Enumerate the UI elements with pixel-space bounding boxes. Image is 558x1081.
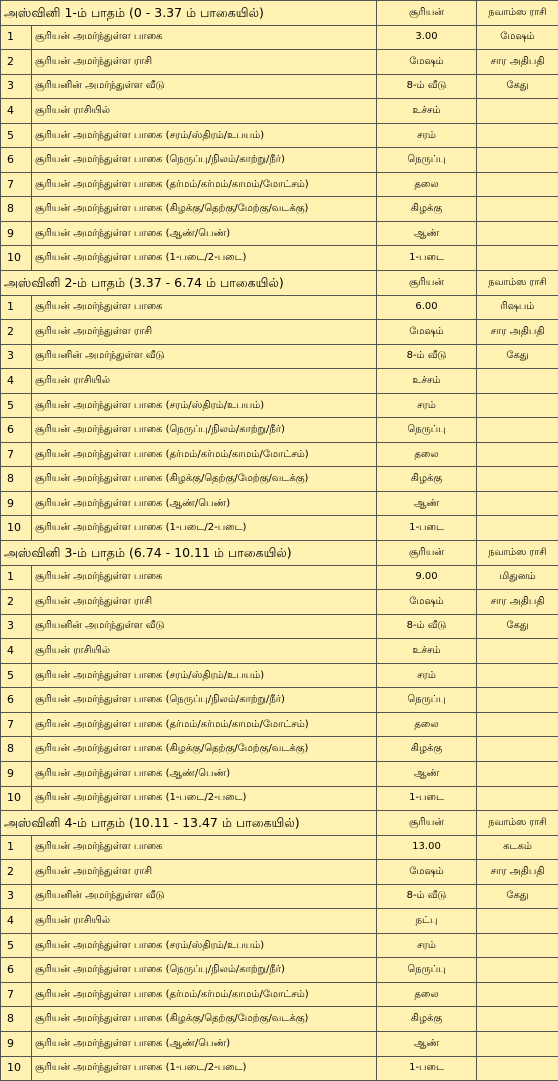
row-number: 7 [1, 172, 32, 197]
pada-table-body [1, 1, 558, 1081]
row-extra [477, 712, 558, 737]
row-extra [477, 688, 558, 713]
row-value: ஆண் [377, 221, 477, 246]
row-extra [477, 786, 558, 811]
row-extra [477, 663, 558, 688]
table-row [1, 884, 558, 909]
row-value: சரம் [377, 663, 477, 688]
section-header-row [1, 811, 558, 836]
row-number: 6 [1, 958, 32, 983]
row-number: 10 [1, 516, 32, 541]
row-value: கிழக்கு [377, 467, 477, 492]
section-title: அஸ்வினி 3-ம் பாதம் (6.74 - 10.11 ம் பாகையில்) [1, 541, 377, 566]
row-number: 2 [1, 50, 32, 75]
row-number: 2 [1, 590, 32, 615]
row-label: சூரியன் அமர்ந்துள்ள பாகை (1-படை/2-படை) [32, 516, 377, 541]
table-row [1, 688, 558, 713]
row-number: 6 [1, 418, 32, 443]
row-extra [477, 737, 558, 762]
row-extra [477, 982, 558, 1007]
row-extra [477, 246, 558, 271]
row-label: சூரியன் அமர்ந்துள்ள பாகை (1-படை/2-படை) [32, 246, 377, 271]
row-value: உச்சம் [377, 99, 477, 124]
table-row [1, 639, 558, 664]
table-row [1, 663, 558, 688]
row-value: தலை [377, 982, 477, 1007]
row-extra: சார அதிபதி [477, 860, 558, 885]
row-label: சூரியன் அமர்ந்துள்ள பாகை (நெருப்பு/நிலம்/காற்று/நீர்) [32, 688, 377, 713]
row-number: 8 [1, 197, 32, 222]
row-extra [477, 221, 558, 246]
table-row [1, 982, 558, 1007]
row-label: சூரியனின் அமர்ந்துள்ள வீடு [32, 74, 377, 99]
table-row [1, 99, 558, 124]
row-label: சூரியனின் அமர்ந்துள்ள வீடு [32, 344, 377, 369]
row-extra [477, 467, 558, 492]
row-value: உச்சம் [377, 639, 477, 664]
table-row [1, 74, 558, 99]
row-extra [477, 761, 558, 786]
row-number: 10 [1, 246, 32, 271]
row-value: 8-ம் வீடு [377, 74, 477, 99]
section-col3-header: சூரியன் [377, 811, 477, 836]
row-extra [477, 909, 558, 934]
row-number: 6 [1, 688, 32, 713]
table-row [1, 320, 558, 345]
section-header-row [1, 541, 558, 566]
row-label: சூரியன் ராசியில் [32, 99, 377, 124]
row-number: 5 [1, 663, 32, 688]
row-number: 4 [1, 369, 32, 394]
section-col3-header: சூரியன் [377, 1, 477, 26]
row-number: 8 [1, 467, 32, 492]
row-number: 7 [1, 712, 32, 737]
row-value: மேஷம் [377, 320, 477, 345]
table-row [1, 1031, 558, 1056]
section-col4-header: நவாம்ஸ ராசி [477, 1, 558, 26]
row-value: நெருப்பு [377, 688, 477, 713]
row-label: சூரியன் அமர்ந்துள்ள ராசி [32, 50, 377, 75]
row-value: நெருப்பு [377, 418, 477, 443]
row-label: சூரியன் அமர்ந்துள்ள பாகை (ஆண்/பெண்) [32, 1031, 377, 1056]
table-row [1, 614, 558, 639]
section-col3-header: சூரியன் [377, 541, 477, 566]
table-row [1, 418, 558, 443]
row-extra: சார அதிபதி [477, 590, 558, 615]
row-label: சூரியனின் அமர்ந்துள்ள வீடு [32, 614, 377, 639]
row-extra [477, 639, 558, 664]
row-label: சூரியன் ராசியில் [32, 639, 377, 664]
row-extra: கேது [477, 614, 558, 639]
row-extra [477, 123, 558, 148]
section-col4-header: நவாம்ஸ ராசி [477, 271, 558, 296]
row-value: தலை [377, 442, 477, 467]
row-label: சூரியன் அமர்ந்துள்ள பாகை (1-படை/2-படை) [32, 1056, 377, 1081]
table-row [1, 344, 558, 369]
row-extra: சார அதிபதி [477, 50, 558, 75]
row-extra: ரிஷபம் [477, 295, 558, 320]
table-row [1, 933, 558, 958]
row-number: 1 [1, 565, 32, 590]
row-label: சூரியன் அமர்ந்துள்ள பாகை (சரம்/ஸ்திரம்/உபயம்) [32, 933, 377, 958]
row-number: 8 [1, 737, 32, 762]
table-row [1, 1007, 558, 1032]
table-row [1, 737, 558, 762]
table-row [1, 172, 558, 197]
row-number: 5 [1, 393, 32, 418]
row-number: 3 [1, 74, 32, 99]
section-col4-header: நவாம்ஸ ராசி [477, 811, 558, 836]
table-row [1, 295, 558, 320]
row-number: 5 [1, 123, 32, 148]
row-value: 1-படை [377, 246, 477, 271]
row-extra: கேது [477, 884, 558, 909]
section-header-row [1, 1, 558, 26]
row-number: 9 [1, 491, 32, 516]
row-label: சூரியன் அமர்ந்துள்ள பாகை (கிழக்கு/தெற்கு/மேற்கு/வடக்கு) [32, 197, 377, 222]
table-row [1, 123, 558, 148]
row-number: 5 [1, 933, 32, 958]
row-number: 7 [1, 442, 32, 467]
row-extra [477, 958, 558, 983]
section-header-row [1, 271, 558, 296]
row-value: கிழக்கு [377, 737, 477, 762]
row-value: மேஷம் [377, 590, 477, 615]
table-row [1, 565, 558, 590]
row-number: 4 [1, 639, 32, 664]
row-value: 8-ம் வீடு [377, 884, 477, 909]
row-value: நெருப்பு [377, 148, 477, 173]
row-extra [477, 418, 558, 443]
row-value: உச்சம் [377, 369, 477, 394]
table-row [1, 835, 558, 860]
row-value: ஆண் [377, 1031, 477, 1056]
row-extra: சார அதிபதி [477, 320, 558, 345]
table-row [1, 761, 558, 786]
row-number: 4 [1, 99, 32, 124]
row-label: சூரியன் அமர்ந்துள்ள பாகை (ஆண்/பெண்) [32, 761, 377, 786]
row-label: சூரியன் அமர்ந்துள்ள ராசி [32, 590, 377, 615]
row-value: 1-படை [377, 1056, 477, 1081]
row-value: சரம் [377, 933, 477, 958]
row-extra [477, 933, 558, 958]
table-row [1, 1056, 558, 1081]
row-label: சூரியன் அமர்ந்துள்ள பாகை (1-படை/2-படை) [32, 786, 377, 811]
row-value: மேஷம் [377, 860, 477, 885]
table-row [1, 50, 558, 75]
row-label: சூரியன் அமர்ந்துள்ள பாகை (ஆண்/பெண்) [32, 221, 377, 246]
table-row [1, 909, 558, 934]
row-label: சூரியன் அமர்ந்துள்ள பாகை (நெருப்பு/நிலம்/காற்று/நீர்) [32, 958, 377, 983]
row-value: ஆண் [377, 491, 477, 516]
row-extra [477, 172, 558, 197]
row-extra: கடகம் [477, 835, 558, 860]
row-number: 2 [1, 860, 32, 885]
row-extra: மேஷம் [477, 25, 558, 50]
table-row [1, 246, 558, 271]
row-label: சூரியன் அமர்ந்துள்ள பாகை (கிழக்கு/தெற்கு/மேற்கு/வடக்கு) [32, 1007, 377, 1032]
row-value: 13.00 [377, 835, 477, 860]
row-value: 1-படை [377, 786, 477, 811]
row-label: சூரியன் அமர்ந்துள்ள பாகை (தர்மம்/கர்மம்/காமம்/மோட்சம்) [32, 442, 377, 467]
table-row [1, 197, 558, 222]
row-extra [477, 148, 558, 173]
row-value: தலை [377, 712, 477, 737]
row-label: சூரியன் அமர்ந்துள்ள பாகை (சரம்/ஸ்திரம்/உபயம்) [32, 663, 377, 688]
row-label: சூரியன் அமர்ந்துள்ள பாகை (ஆண்/பெண்) [32, 491, 377, 516]
row-value: 6.00 [377, 295, 477, 320]
row-extra: கேது [477, 74, 558, 99]
section-col3-header: சூரியன் [377, 271, 477, 296]
table-row [1, 221, 558, 246]
row-value: மேஷம் [377, 50, 477, 75]
row-extra [477, 1007, 558, 1032]
table-row [1, 467, 558, 492]
row-label: சூரியன் அமர்ந்துள்ள பாகை [32, 295, 377, 320]
row-extra: மிதுனம் [477, 565, 558, 590]
row-label: சூரியன் அமர்ந்துள்ள பாகை (தர்மம்/கர்மம்/காமம்/மோட்சம்) [32, 172, 377, 197]
row-number: 2 [1, 320, 32, 345]
table-row [1, 590, 558, 615]
row-number: 9 [1, 1031, 32, 1056]
row-extra [477, 442, 558, 467]
row-label: சூரியன் அமர்ந்துள்ள பாகை (சரம்/ஸ்திரம்/உபயம்) [32, 123, 377, 148]
table-row [1, 369, 558, 394]
row-label: சூரியன் அமர்ந்துள்ள பாகை (கிழக்கு/தெற்கு/மேற்கு/வடக்கு) [32, 737, 377, 762]
row-label: சூரியன் அமர்ந்துள்ள பாகை (சரம்/ஸ்திரம்/உபயம்) [32, 393, 377, 418]
row-number: 3 [1, 344, 32, 369]
table-row [1, 786, 558, 811]
row-value: 8-ம் வீடு [377, 614, 477, 639]
row-extra [477, 516, 558, 541]
table-row [1, 516, 558, 541]
row-extra [477, 99, 558, 124]
row-label: சூரியனின் அமர்ந்துள்ள வீடு [32, 884, 377, 909]
row-number: 4 [1, 909, 32, 934]
row-extra [477, 491, 558, 516]
row-number: 3 [1, 884, 32, 909]
row-number: 3 [1, 614, 32, 639]
row-label: சூரியன் ராசியில் [32, 909, 377, 934]
table-row [1, 393, 558, 418]
row-extra [477, 1056, 558, 1081]
row-value: 1-படை [377, 516, 477, 541]
row-label: சூரியன் அமர்ந்துள்ள பாகை (நெருப்பு/நிலம்/காற்று/நீர்) [32, 418, 377, 443]
row-label: சூரியன் அமர்ந்துள்ள பாகை (தர்மம்/கர்மம்/காமம்/மோட்சம்) [32, 982, 377, 1007]
row-value: 9.00 [377, 565, 477, 590]
row-value: ஆண் [377, 761, 477, 786]
row-value: 8-ம் வீடு [377, 344, 477, 369]
section-title: அஸ்வினி 1-ம் பாதம் (0 - 3.37 ம் பாகையில்) [1, 1, 377, 26]
row-number: 6 [1, 148, 32, 173]
row-number: 1 [1, 25, 32, 50]
table-row [1, 860, 558, 885]
row-value: 3.00 [377, 25, 477, 50]
row-label: சூரியன் அமர்ந்துள்ள ராசி [32, 320, 377, 345]
table-row [1, 712, 558, 737]
row-label: சூரியன் அமர்ந்துள்ள ராசி [32, 860, 377, 885]
row-label: சூரியன் அமர்ந்துள்ள பாகை [32, 835, 377, 860]
table-row [1, 491, 558, 516]
row-extra [477, 393, 558, 418]
section-col4-header: நவாம்ஸ ராசி [477, 541, 558, 566]
row-label: சூரியன் அமர்ந்துள்ள பாகை (கிழக்கு/தெற்கு/மேற்கு/வடக்கு) [32, 467, 377, 492]
row-value: கிழக்கு [377, 197, 477, 222]
row-value: சரம் [377, 123, 477, 148]
row-label: சூரியன் அமர்ந்துள்ள பாகை (தர்மம்/கர்மம்/காமம்/மோட்சம்) [32, 712, 377, 737]
row-value: கிழக்கு [377, 1007, 477, 1032]
row-value: தலை [377, 172, 477, 197]
row-label: சூரியன் ராசியில் [32, 369, 377, 394]
table-row [1, 442, 558, 467]
row-number: 10 [1, 786, 32, 811]
row-label: சூரியன் அமர்ந்துள்ள பாகை (நெருப்பு/நிலம்/காற்று/நீர்) [32, 148, 377, 173]
section-title: அஸ்வினி 4-ம் பாதம் (10.11 - 13.47 ம் பாகையில்) [1, 811, 377, 836]
row-label: சூரியன் அமர்ந்துள்ள பாகை [32, 25, 377, 50]
row-number: 1 [1, 835, 32, 860]
row-number: 9 [1, 221, 32, 246]
row-label: சூரியன் அமர்ந்துள்ள பாகை [32, 565, 377, 590]
table-row [1, 958, 558, 983]
row-extra [477, 1031, 558, 1056]
row-number: 8 [1, 1007, 32, 1032]
row-extra [477, 197, 558, 222]
row-number: 10 [1, 1056, 32, 1081]
row-number: 7 [1, 982, 32, 1007]
row-value: நெருப்பு [377, 958, 477, 983]
row-value: சரம் [377, 393, 477, 418]
section-title: அஸ்வினி 2-ம் பாதம் (3.37 - 6.74 ம் பாகையில்) [1, 271, 377, 296]
row-number: 9 [1, 761, 32, 786]
table-row [1, 148, 558, 173]
row-value: நட்பு [377, 909, 477, 934]
row-number: 1 [1, 295, 32, 320]
row-extra [477, 369, 558, 394]
row-extra: கேது [477, 344, 558, 369]
table-row [1, 25, 558, 50]
